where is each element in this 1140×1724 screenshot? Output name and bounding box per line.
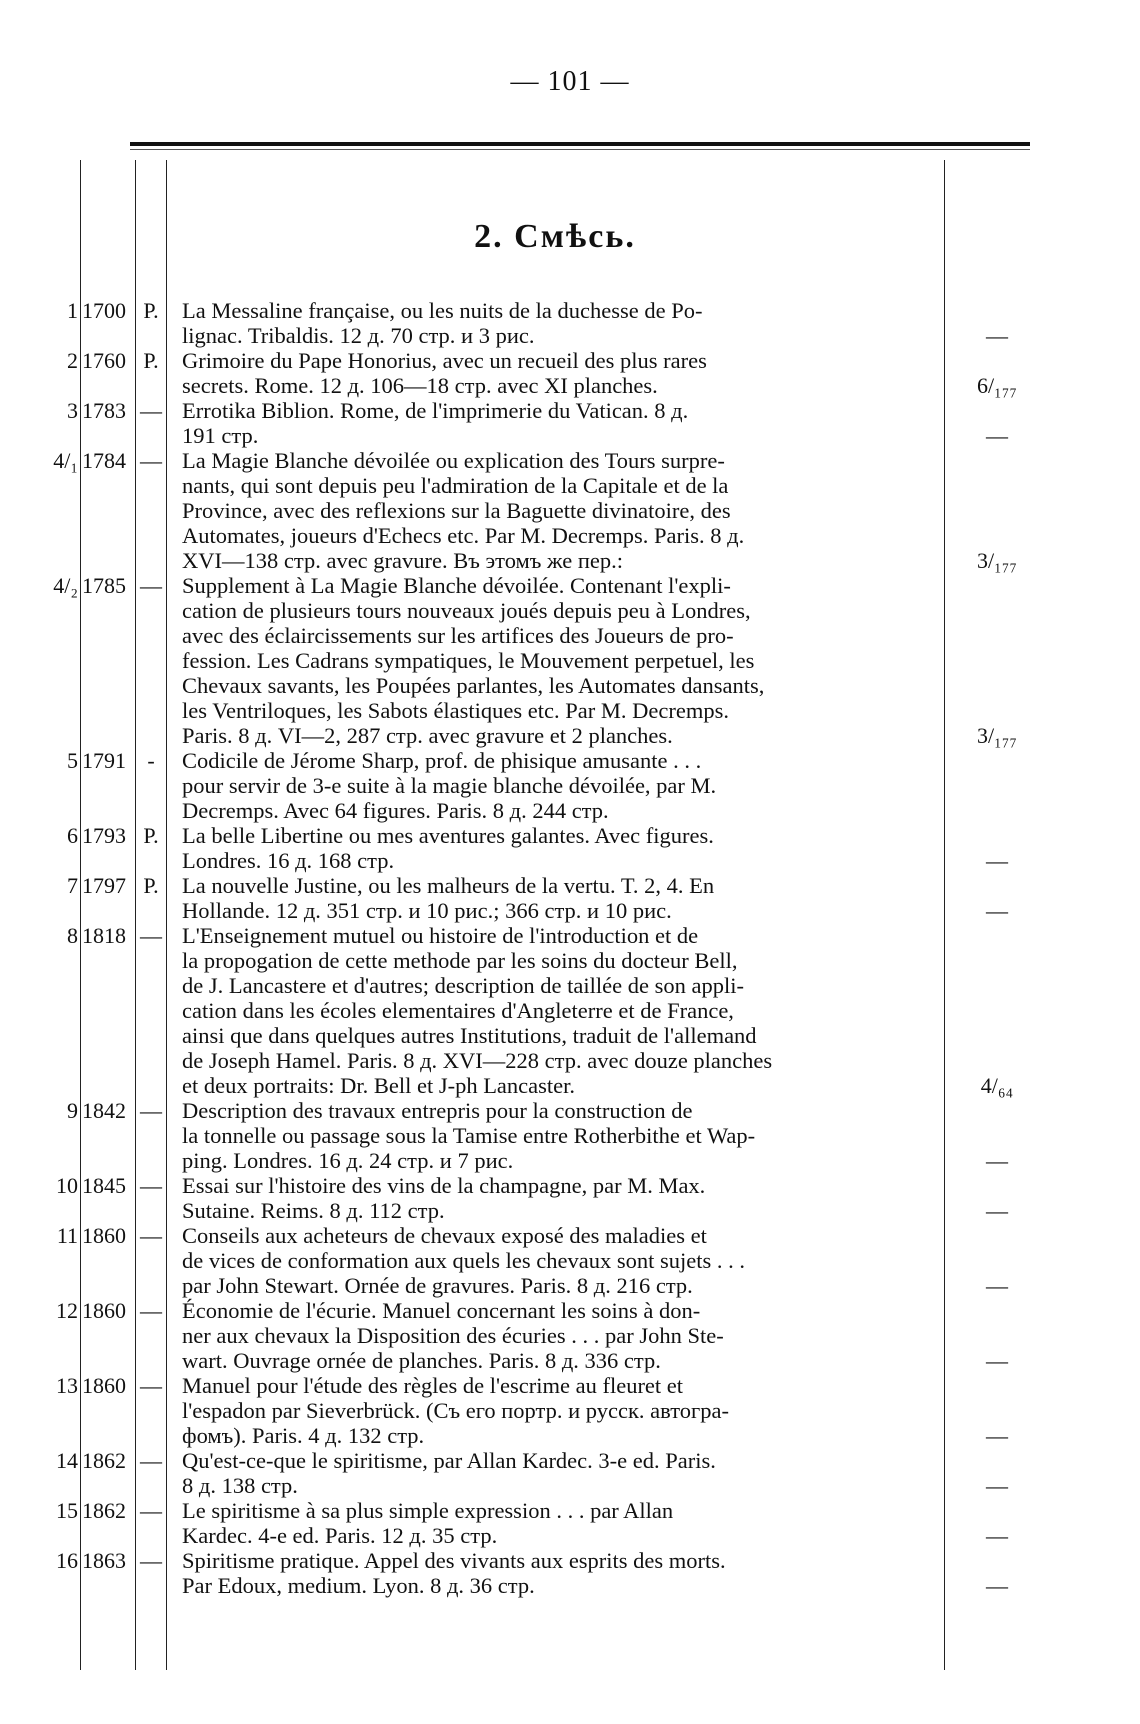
catalog-entry (0, 923, 1140, 1098)
entry-reference: — (986, 898, 1008, 923)
entry-number: 14 (56, 1448, 78, 1473)
entry-text-line: la propogation de cette methode par les soins du docteur Bell, (182, 948, 738, 973)
entry-reference: — (986, 848, 1008, 873)
entry-text-line: L'Enseignement mutuel ou histoire de l'introduction et de (182, 923, 699, 948)
catalog-entry (0, 298, 1140, 348)
entry-text-line: Essai sur l'histoire des vins de la champagne, par M. Max. (182, 1173, 706, 1198)
entry-text-line: cation de plusieurs tours nouveaux joués depuis peu à Londres, (182, 598, 751, 623)
entry-mark: — (140, 1298, 162, 1323)
entry-text-line: et deux portraits: Dr. Bell et J-ph Lancaster. (182, 1073, 576, 1098)
entry-reference: — (986, 1348, 1008, 1373)
entry-text-line: de vices de conformation aux quels les chevaux sont sujets . . . (182, 1248, 745, 1273)
entry-year: 1791 (82, 748, 126, 773)
entry-mark: — (140, 1498, 162, 1523)
entry-reference: — (986, 1523, 1008, 1548)
entry-reference: — (986, 323, 1008, 348)
entry-number: 3 (67, 398, 78, 423)
entry-number: 12 (56, 1298, 78, 1323)
catalog-entry (0, 573, 1140, 748)
entry-description (182, 1448, 942, 1498)
entry-number: 9 (67, 1098, 78, 1123)
entry-text-line: La Messaline française, ou les nuits de la duchesse de Po- (182, 298, 703, 323)
catalog-entry (0, 1498, 1140, 1548)
entry-description (182, 923, 942, 1098)
catalog-entry (0, 398, 1140, 448)
entry-mark: - (147, 748, 155, 773)
entry-description (182, 298, 942, 348)
entry-number: 13 (56, 1373, 78, 1398)
entry-text-line: de Joseph Hamel. Paris. 8 д. XVI—228 стр. avec douze planches (182, 1048, 773, 1073)
catalog-entry (0, 448, 1140, 573)
entry-mark: P. (143, 873, 159, 898)
page-number: — 101 — (510, 66, 630, 97)
entry-description (182, 823, 942, 873)
entry-text-line: XVI—138 стр. avec gravure. Въ этомъ же пер.: (182, 548, 624, 573)
entry-text-line: La nouvelle Justine, ou les malheurs de la vertu. T. 2, 4. En (182, 873, 715, 898)
entry-text-line: Description des travaux entrepris pour la construction de (182, 1098, 693, 1123)
catalog-entry (0, 1548, 1140, 1598)
entry-text-line: cation dans les écoles elementaires d'Angleterre et de France, (182, 998, 734, 1023)
entry-year: 1797 (82, 873, 126, 898)
entry-reference: 3/₁₇₇ (976, 723, 1018, 748)
entry-reference: — (986, 1423, 1008, 1448)
entry-text-line: Conseils aux acheteurs de chevaux exposé des maladies et (182, 1223, 707, 1248)
entry-text-line: Le spiritisme à sa plus simple expression . . . par Allan (182, 1498, 674, 1523)
entry-number: 2 (67, 348, 78, 373)
entry-reference: 4/₆₄ (980, 1073, 1014, 1098)
entry-mark: — (140, 1173, 162, 1198)
entry-description (182, 1223, 942, 1298)
entry-description (182, 398, 942, 448)
entry-text-line: Hollande. 12 д. 351 стр. и 10 рис.; 366 стр. и 10 рис. (182, 898, 672, 923)
entry-text-line: avec des éclaircissements sur les artifices des Joueurs de pro- (182, 623, 734, 648)
entry-mark: P. (143, 298, 159, 323)
entry-number: 5 (67, 748, 78, 773)
entry-reference: 3/₁₇₇ (976, 548, 1018, 573)
catalog-entry (0, 1223, 1140, 1298)
catalog-entry (0, 348, 1140, 398)
entry-reference: — (986, 1148, 1008, 1173)
entry-text-line: secrets. Rome. 12 д. 106—18 стр. avec XI planches. (182, 373, 658, 398)
entry-text-line: de J. Lancastere et d'autres; description de taillée de son appli- (182, 973, 744, 998)
entry-description (182, 1498, 942, 1548)
entry-text-line: Errotika Biblion. Rome, de l'imprimerie du Vatican. 8 д. (182, 398, 689, 423)
catalog-entry (0, 1448, 1140, 1498)
entry-number: 4/₂ (53, 573, 78, 598)
entry-text-line: Sutaine. Reims. 8 д. 112 стр. (182, 1198, 445, 1223)
entry-mark: P. (143, 348, 159, 373)
entry-year: 1793 (82, 823, 126, 848)
entry-text-line: Decremps. Avec 64 figures. Paris. 8 д. 244 стр. (182, 798, 609, 823)
entry-text-line: 191 стр. (182, 423, 259, 448)
entry-description (182, 1548, 942, 1598)
entry-number: 8 (67, 923, 78, 948)
entry-text-line: les Ventriloques, les Sabots élastiques etc. Par M. Decremps. (182, 698, 729, 723)
section-title: 2. Смѣсь. (474, 218, 636, 255)
entry-reference: — (986, 1573, 1008, 1598)
entry-text-line: Spiritisme pratique. Appel des vivants aux esprits des morts. (182, 1548, 726, 1573)
entry-text-line: 8 д. 138 стр. (182, 1473, 298, 1498)
header-rule-thick (130, 142, 1030, 146)
entry-year: 1700 (82, 298, 126, 323)
entry-text-line: Paris. 8 д. VI—2, 287 стр. avec gravure et 2 planches. (182, 723, 673, 748)
entry-year: 1783 (82, 398, 126, 423)
entry-text-line: fession. Les Cadrans sympatiques, le Mouvement perpetuel, les (182, 648, 755, 673)
entry-text-line: ping. Londres. 16 д. 24 стр. и 7 рис. (182, 1148, 514, 1173)
entry-mark: — (140, 1223, 162, 1248)
entry-number: 4/₁ (53, 448, 78, 473)
entry-description (182, 1098, 942, 1173)
entry-mark: — (140, 573, 162, 598)
catalog-entry (0, 748, 1140, 823)
entry-year: 1862 (82, 1498, 126, 1523)
entry-year: 1860 (82, 1373, 126, 1398)
entry-number: 10 (56, 1173, 78, 1198)
catalog-entry (0, 1098, 1140, 1173)
entry-text-line: Chevaux savants, les Poupées parlantes, les Automates dansants, (182, 673, 765, 698)
entry-description (182, 748, 942, 823)
entry-number: 11 (56, 1223, 78, 1248)
entry-text-line: Par Edoux, medium. Lyon. 8 д. 36 стр. (182, 1573, 535, 1598)
entry-reference: — (986, 1473, 1008, 1498)
entry-year: 1862 (82, 1448, 126, 1473)
entry-mark: — (140, 1373, 162, 1398)
entry-reference: — (986, 1273, 1008, 1298)
entry-text-line: Automates, joueurs d'Echecs etc. Par M. Decremps. Paris. 8 д. (182, 523, 745, 548)
entry-mark: — (140, 398, 162, 423)
entry-reference: — (986, 1198, 1008, 1223)
entry-number: 16 (56, 1548, 78, 1573)
entry-mark: — (140, 923, 162, 948)
entry-text-line: lignac. Tribaldis. 12 д. 70 стр. и 3 рис. (182, 323, 535, 348)
entry-description (182, 1173, 942, 1223)
entry-description (182, 873, 942, 923)
entry-text-line: wart. Ouvrage ornée de planches. Paris. 8 д. 336 стр. (182, 1348, 661, 1373)
entry-text-line: nants, qui sont depuis peu l'admiration de la Capitale et de la (182, 473, 729, 498)
entry-mark: P. (143, 823, 159, 848)
header-rule-thin (130, 149, 1030, 150)
entry-text-line: Manuel pour l'étude des règles de l'escrime au fleuret et (182, 1373, 684, 1398)
entry-text-line: Province, avec des reflexions sur la Baguette divinatoire, des (182, 498, 731, 523)
entry-description (182, 448, 942, 573)
entry-text-line: la tonnelle ou passage sous la Tamise entre Rotherbithe et Wap- (182, 1123, 756, 1148)
catalog-entry (0, 1298, 1140, 1373)
entry-mark: — (140, 1098, 162, 1123)
entry-reference: 6/₁₇₇ (976, 373, 1018, 398)
entry-text-line: Grimoire du Pape Honorius, avec un recueil des plus rares (182, 348, 707, 373)
entry-description (182, 1298, 942, 1373)
catalog-entry (0, 873, 1140, 923)
entry-text-line: par John Stewart. Ornée de gravures. Paris. 8 д. 216 стр. (182, 1273, 693, 1298)
entry-text-line: l'espadon par Sieverbrück. (Съ его портр. и русск. автогра- (182, 1398, 729, 1423)
entry-text-line: Qu'est-ce-que le spiritisme, par Allan Kardec. 3-e ed. Paris. (182, 1448, 716, 1473)
entry-text-line: La belle Libertine ou mes aventures galantes. Avec figures. (182, 823, 714, 848)
entry-year: 1760 (82, 348, 126, 373)
entry-text-line: фомъ). Paris. 4 д. 132 стр. (182, 1423, 425, 1448)
catalog-entry (0, 1373, 1140, 1448)
entry-year: 1860 (82, 1223, 126, 1248)
catalog-entry (0, 1173, 1140, 1223)
entry-text-line: ainsi que dans quelques autres Institutions, traduit de l'allemand (182, 1023, 757, 1048)
entry-description (182, 1373, 942, 1448)
entry-mark: — (140, 448, 162, 473)
entry-mark: — (140, 1448, 162, 1473)
entry-mark: — (140, 1548, 162, 1573)
entry-description (182, 348, 942, 398)
entry-year: 1818 (82, 923, 126, 948)
entry-number: 15 (56, 1498, 78, 1523)
entry-text-line: La Magie Blanche dévoilée ou explication des Tours surpre- (182, 448, 725, 473)
entry-number: 7 (67, 873, 78, 898)
entry-year: 1785 (82, 573, 126, 598)
entry-year: 1845 (82, 1173, 126, 1198)
entry-reference: — (986, 423, 1008, 448)
entry-number: 1 (67, 298, 78, 323)
entry-year: 1842 (82, 1098, 126, 1123)
entry-text-line: Économie de l'écurie. Manuel concernant les soins à don- (182, 1298, 701, 1323)
entry-text-line: Supplement à La Magie Blanche dévoilée. Contenant l'expli- (182, 573, 731, 598)
entry-text-line: Londres. 16 д. 168 стр. (182, 848, 395, 873)
entry-text-line: Codicile de Jérome Sharp, prof. de phisique amusante . . . (182, 748, 702, 773)
catalog-entry (0, 823, 1140, 873)
entry-description (182, 573, 942, 748)
entry-year: 1784 (82, 448, 126, 473)
entry-text-line: ner aux chevaux la Disposition des écuries . . . par John Ste- (182, 1323, 724, 1348)
entry-text-line: pour servir de 3-e suite à la magie blanche dévoilée, par M. (182, 773, 717, 798)
entry-number: 6 (67, 823, 78, 848)
entry-year: 1863 (82, 1548, 126, 1573)
entry-text-line: Kardec. 4-e ed. Paris. 12 д. 35 стр. (182, 1523, 498, 1548)
entry-year: 1860 (82, 1298, 126, 1323)
